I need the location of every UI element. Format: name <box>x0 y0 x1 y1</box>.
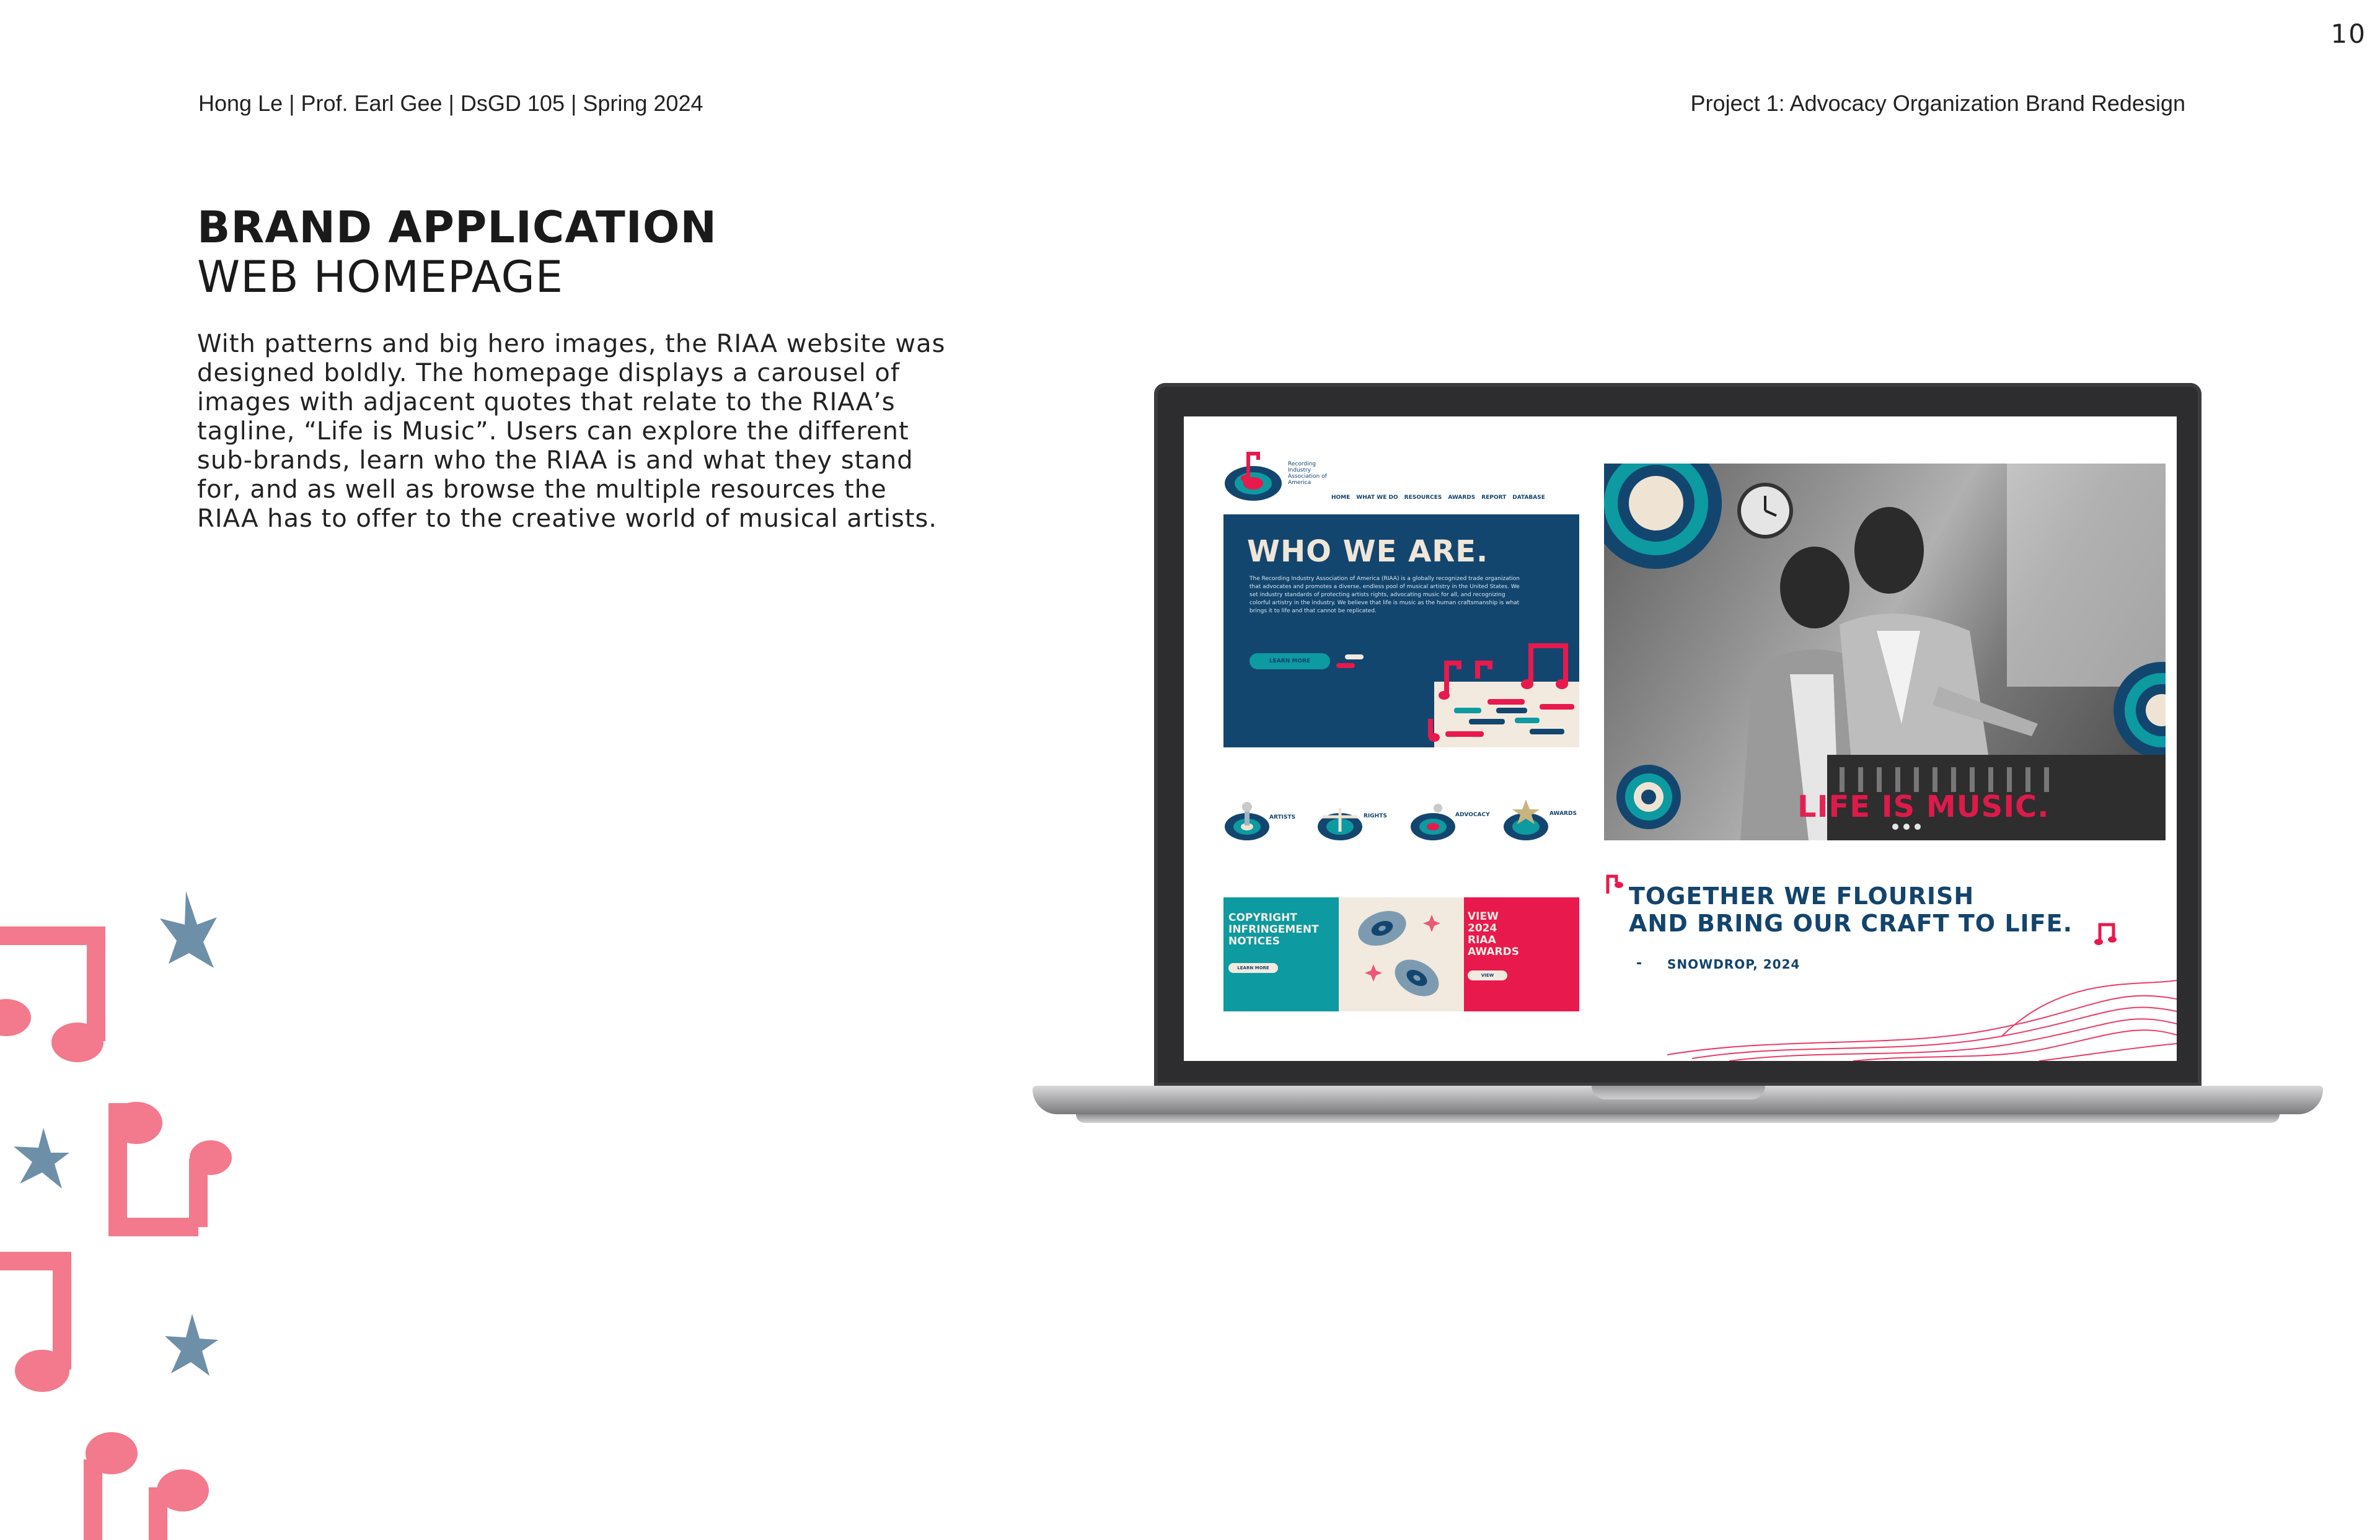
hero-photo-illustration <box>1604 464 2166 840</box>
testimonial-quote: TOGETHER WE FLOURISH AND BRING OUR CRAFT TO LIFE. <box>1629 882 2073 937</box>
nav-item-awards[interactable]: AWARDS <box>1448 495 1476 501</box>
star-icon <box>1365 964 1382 982</box>
vinyl-records-icon <box>1339 897 1464 1011</box>
quote-end-music-note-icon <box>2094 920 2118 947</box>
star-icon <box>14 1128 69 1189</box>
star-icon <box>1423 915 1440 932</box>
section-title: BRAND APPLICATION <box>197 202 717 253</box>
music-note-icon <box>1531 646 1566 683</box>
quote-dash: - <box>1636 956 1642 971</box>
hero-tagline: LIFE IS MUSIC. <box>1797 790 2050 824</box>
who-we-are-text: The Recording Industry Association of America (RIAA) is a globally recognized trade organization that advocates and promotes a diverse, endless pool of musical artistry in the United States. We set industry standards of protecting artists rights, advocating music for all, and recognizing colorful artistry in the industry. We believe that life is music as the human craftsmanship is what brings it to life and that cannot be replicated. <box>1250 576 1520 614</box>
page-number: 10 <box>2330 19 2366 49</box>
nav-item-what-we-do[interactable]: WHAT WE DO <box>1356 495 1398 501</box>
decorative-music-pattern <box>0 880 260 1540</box>
sound-wave-lines <box>1667 974 2177 1061</box>
quote-music-note-icon <box>1603 873 1628 900</box>
nav-item-database[interactable]: DATABASE <box>1512 495 1545 501</box>
carousel-dot <box>1915 824 1921 830</box>
advocacy-icon <box>1411 804 1455 840</box>
artists-icon <box>1225 802 1269 840</box>
copyright-card-title: COPYRIGHT INFRINGEMENT NOTICES <box>1228 912 1319 948</box>
carousel-dot <box>1892 824 1898 830</box>
category-rights[interactable]: RIGHTS <box>1364 813 1387 819</box>
laptop-notch <box>1592 1086 1765 1099</box>
laptop-screen <box>1184 416 2177 1061</box>
carousel-dot <box>1903 824 1910 830</box>
riaa-logo-icon <box>1223 441 1285 503</box>
hero-carousel-image[interactable] <box>1604 464 2166 840</box>
logo-wordmark: Recording Industry Association of America <box>1288 461 1327 486</box>
rights-icon <box>1318 808 1362 840</box>
laptop-shadow <box>1076 1114 2280 1123</box>
vinyl-pattern-card <box>1339 897 1464 1011</box>
awards-card[interactable] <box>1464 897 1579 1011</box>
nav-item-resources[interactable]: RESOURCES <box>1404 495 1442 501</box>
byline: Hong Le | Prof. Earl Gee | DsGD 105 | Spring 2024 <box>198 90 703 116</box>
music-note-icon <box>51 1023 104 1062</box>
who-pattern <box>1223 514 1579 747</box>
nav-item-report[interactable]: REPORT <box>1481 495 1507 501</box>
project-title: Project 1: Advocacy Organization Brand Redesign <box>1690 90 2185 116</box>
music-note-icon <box>0 999 31 1036</box>
who-we-are-title: WHO WE ARE. <box>1247 534 1489 569</box>
star-icon <box>160 891 217 968</box>
nav-item-home[interactable]: HOME <box>1331 495 1351 501</box>
awards-icon <box>1504 799 1548 840</box>
category-artists[interactable]: ARTISTS <box>1269 814 1296 821</box>
mock-nav <box>1331 495 1545 501</box>
category-advocacy[interactable]: ADVOCACY <box>1455 812 1490 818</box>
awards-view-button[interactable]: VIEW <box>1468 970 1507 980</box>
section-subtitle: WEB HOMEPAGE <box>197 252 563 302</box>
copyright-learn-more-button[interactable]: LEARN MORE <box>1228 963 1278 973</box>
learn-more-button[interactable]: LEARN MORE <box>1250 653 1330 669</box>
copyright-card[interactable] <box>1223 897 1339 1011</box>
who-we-are-panel <box>1223 514 1579 747</box>
star-icon <box>165 1314 218 1376</box>
category-awards[interactable]: AWARDS <box>1549 811 1577 817</box>
description-paragraph: With patterns and big hero images, the RIAA website was designed boldly. The homepage displays a carousel of images with adjacent quotes that relate to the RIAA’s tagline, “Life is Music”. Users can explore the different sub-brands, learn who the RIAA is and what they stand for, and as well as browse the multiple resources the RIAA has to offer to the creative world of musical artists. <box>197 330 946 533</box>
quote-author: SNOWDROP, 2024 <box>1667 957 1800 972</box>
awards-card-title: VIEW 2024 RIAA AWARDS <box>1468 910 1519 958</box>
